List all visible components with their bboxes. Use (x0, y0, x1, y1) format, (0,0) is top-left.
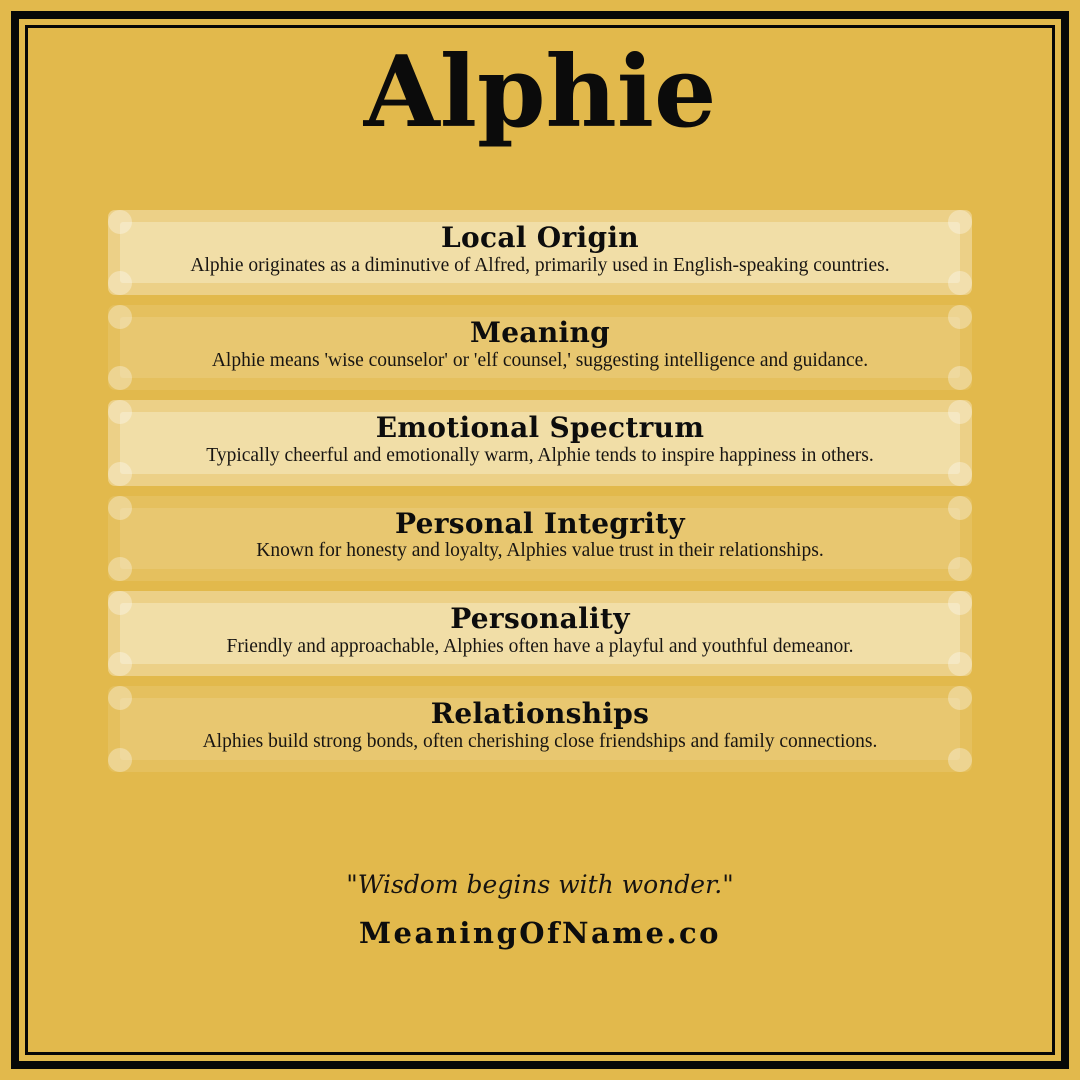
card-heading: Personality (450, 602, 630, 636)
poster-content (28, 28, 1052, 1052)
card-panel (120, 603, 960, 664)
card-body-text: Friendly and approachable, Alphies often have a playful and youthful demeanor. (226, 635, 854, 657)
card-emotional-spectrum (108, 400, 972, 485)
card-body-text: Known for honesty and loyalty, Alphies value trust in their relationships. (256, 540, 824, 562)
card-panel (120, 508, 960, 569)
page-title: Alphie (363, 35, 717, 150)
card-heading: Meaning (470, 316, 610, 350)
card-body-text: Alphies build strong bonds, often cherishing close friendships and family connections. (202, 730, 878, 752)
brand-name: MeaningOfName.co (358, 915, 722, 950)
card-personality (108, 591, 972, 676)
card-panel (120, 698, 960, 759)
card-heading: Personal Integrity (395, 506, 685, 540)
footer-quote: "Wisdom begins with wonder." (346, 869, 734, 899)
card-panel (120, 222, 960, 283)
card-meaning (108, 305, 972, 390)
card-heading: Emotional Spectrum (375, 411, 705, 445)
card-body-text: Alphie means 'wise counselor' or 'elf counsel,' suggesting intelligence and guidance. (211, 349, 869, 371)
card-panel (120, 317, 960, 378)
card-heading: Relationships (430, 697, 650, 731)
card-body-text: Alphie originates as a diminutive of Alfred, primarily used in English-speaking countries. (190, 254, 890, 276)
card-body-text: Typically cheerful and emotionally warm, Alphie tends to inspire happiness in others. (206, 445, 874, 467)
card-panel (120, 412, 960, 473)
card-relationships (108, 686, 972, 771)
card-local-origin (108, 210, 972, 295)
card-list (108, 210, 972, 772)
card-personal-integrity (108, 496, 972, 581)
card-heading: Local Origin (441, 220, 639, 254)
